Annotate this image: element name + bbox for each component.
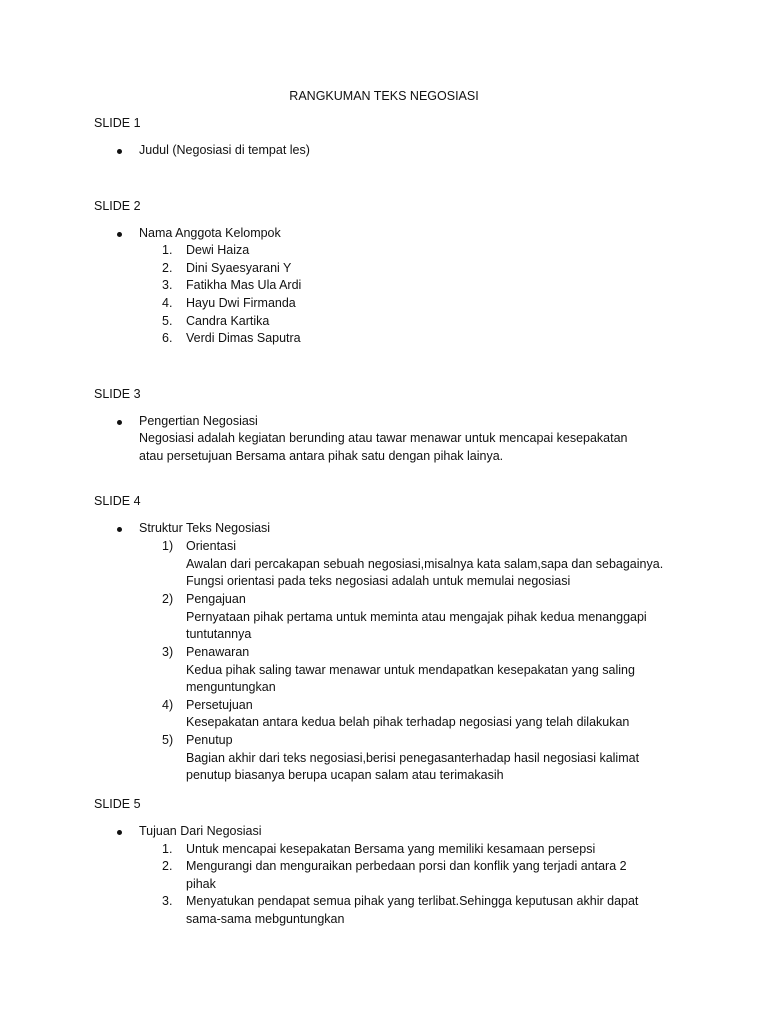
member-number: 4.: [162, 296, 173, 310]
slide3-bullet: Pengertian Negosiasi: [139, 414, 258, 428]
structure-title: Persetujuan: [186, 698, 253, 712]
structure-title: Penawaran: [186, 645, 250, 659]
structure-desc: Awalan dari percakapan sebuah negosiasi,misalnya kata salam,sapa dan sebagainya.: [186, 557, 664, 571]
structure-number: 5): [162, 733, 174, 747]
member-number: 6.: [162, 331, 173, 345]
member-number: 5.: [162, 314, 173, 328]
structure-desc: tuntutannya: [186, 627, 252, 641]
bullet-icon: [117, 830, 122, 835]
member-name: Dewi Haiza: [186, 243, 250, 257]
slide1-bullet: Judul (Negosiasi di tempat les): [139, 143, 310, 157]
slide3-text-line: Negosiasi adalah kegiatan berunding atau tawar menawar untuk mencapai kesepakatan: [139, 431, 628, 445]
structure-title: Orientasi: [186, 539, 237, 553]
structure-number: 1): [162, 539, 174, 553]
member-name: Candra Kartika: [186, 314, 270, 328]
purpose-number: 1.: [162, 842, 173, 856]
slide3-text-line: atau persetujuan Bersama antara pihak satu dengan pihak lainya.: [139, 449, 504, 463]
structure-number: 4): [162, 698, 174, 712]
purpose-text: pihak: [186, 877, 216, 891]
purpose-number: 2.: [162, 859, 173, 873]
purpose-number: 3.: [162, 894, 173, 908]
slide5-bullet: Tujuan Dari Negosiasi: [139, 824, 262, 838]
structure-desc: Bagian akhir dari teks negosiasi,berisi penegasanterhadap hasil negosiasi kalimat: [186, 751, 640, 765]
structure-desc: Kesepakatan antara kedua belah pihak terhadap negosiasi yang telah dilakukan: [186, 715, 630, 729]
bullet-icon: [117, 420, 122, 425]
purpose-text: Menyatukan pendapat semua pihak yang terlibat.Sehingga keputusan akhir dapat: [186, 894, 639, 908]
member-name: Dini Syaesyarani Y: [186, 261, 292, 275]
slide4-heading: SLIDE 4: [94, 494, 141, 508]
structure-title: Pengajuan: [186, 592, 246, 606]
structure-desc: Kedua pihak saling tawar menawar untuk mendapatkan kesepakatan yang saling: [186, 663, 635, 677]
bullet-icon: [117, 527, 122, 532]
structure-number: 3): [162, 645, 174, 659]
slide2-bullet: Nama Anggota Kelompok: [139, 226, 281, 240]
member-number: 1.: [162, 243, 173, 257]
slide3-heading: SLIDE 3: [94, 387, 141, 401]
structure-title: Penutup: [186, 733, 233, 747]
structure-desc: menguntungkan: [186, 680, 276, 694]
structure-desc: Fungsi orientasi pada teks negosiasi adalah untuk memulai negosiasi: [186, 574, 571, 588]
purpose-text: Mengurangi dan menguraikan perbedaan porsi dan konflik yang terjadi antara 2: [186, 859, 627, 873]
slide2-heading: SLIDE 2: [94, 199, 141, 213]
bullet-icon: [117, 232, 122, 237]
slide4-bullet: Struktur Teks Negosiasi: [139, 521, 271, 535]
bullet-icon: [117, 149, 122, 154]
structure-desc: penutup biasanya berupa ucapan salam atau terimakasih: [186, 768, 504, 782]
purpose-text: sama-sama mebguntungkan: [186, 912, 345, 926]
structure-desc: Pernyataan pihak pertama untuk meminta atau mengajak pihak kedua menanggapi: [186, 610, 647, 624]
document-title: RANGKUMAN TEKS NEGOSIASI: [289, 89, 479, 103]
member-name: Fatikha Mas Ula Ardi: [186, 278, 302, 292]
member-number: 3.: [162, 278, 173, 292]
structure-number: 2): [162, 592, 174, 606]
purpose-text: Untuk mencapai kesepakatan Bersama yang memiliki kesamaan persepsi: [186, 842, 596, 856]
member-name: Verdi Dimas Saputra: [186, 331, 301, 345]
member-number: 2.: [162, 261, 173, 275]
member-name: Hayu Dwi Firmanda: [186, 296, 296, 310]
slide1-heading: SLIDE 1: [94, 116, 141, 130]
slide5-heading: SLIDE 5: [94, 797, 141, 811]
